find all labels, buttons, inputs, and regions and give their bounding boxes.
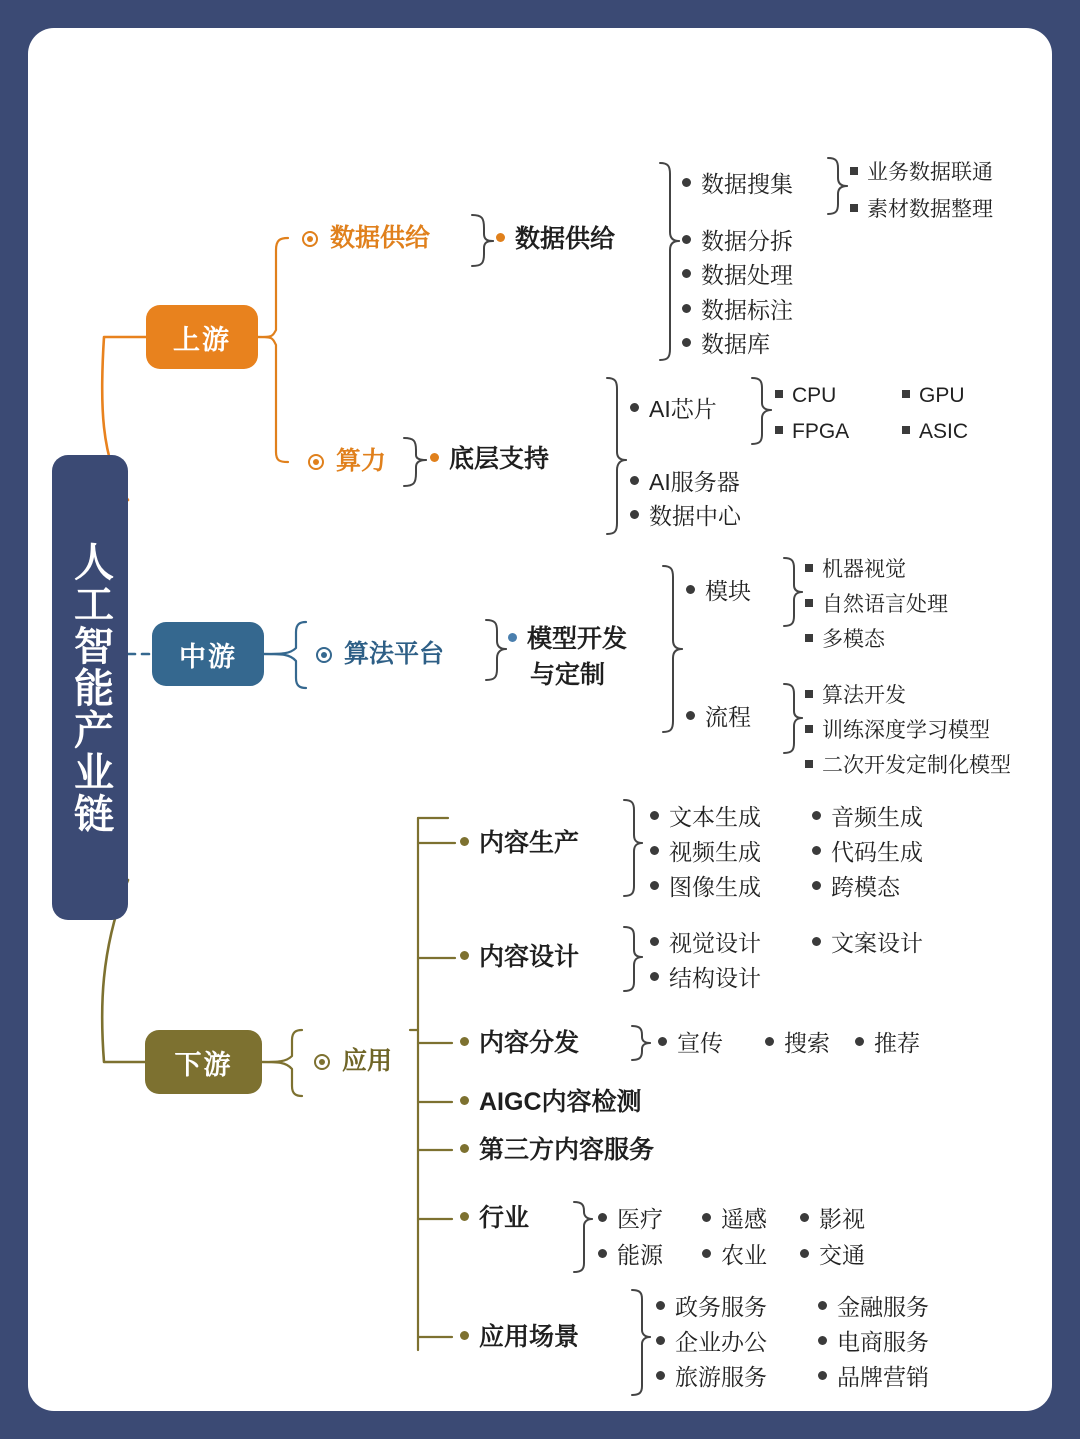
node-model-dev-label-2: 与定制 bbox=[530, 661, 606, 689]
ring-icon bbox=[316, 647, 332, 663]
node-agriculture[interactable] bbox=[702, 1242, 767, 1269]
node-cpu-label: CPU bbox=[792, 384, 837, 407]
node-cross-modal[interactable] bbox=[812, 874, 900, 901]
bullet-square-icon bbox=[775, 390, 783, 398]
bullet-dot-icon bbox=[598, 1213, 607, 1222]
node-code-gen[interactable] bbox=[812, 839, 923, 866]
node-data-center[interactable] bbox=[630, 503, 741, 530]
node-finance-service[interactable] bbox=[818, 1294, 929, 1321]
node-content-production[interactable] bbox=[460, 830, 579, 857]
node-multimodal[interactable] bbox=[805, 626, 885, 653]
node-energy-label: 能源 bbox=[617, 1242, 663, 1268]
node-audio-gen[interactable] bbox=[812, 804, 923, 831]
node-ecommerce-service[interactable] bbox=[818, 1329, 929, 1356]
node-text-gen-label: 文本生成 bbox=[669, 804, 761, 830]
bullet-dot-icon bbox=[496, 233, 505, 242]
node-data-annotate[interactable] bbox=[682, 297, 793, 324]
bullet-dot-icon bbox=[812, 881, 821, 890]
node-copy-design[interactable] bbox=[812, 930, 923, 957]
node-search-label: 搜索 bbox=[784, 1030, 830, 1056]
node-medical-label: 医疗 bbox=[617, 1206, 663, 1232]
node-model-dev-line2 bbox=[530, 662, 605, 689]
node-database-label: 数据库 bbox=[701, 331, 770, 357]
node-nlp[interactable] bbox=[805, 591, 948, 618]
node-structure-design-label: 结构设计 bbox=[669, 965, 761, 991]
bullet-dot-icon bbox=[812, 846, 821, 855]
node-visual-design-label: 视觉设计 bbox=[669, 930, 761, 956]
bullet-dot-icon bbox=[650, 972, 659, 981]
node-video-gen[interactable] bbox=[650, 839, 761, 866]
branch-downstream[interactable] bbox=[145, 1030, 262, 1094]
bullet-dot-icon bbox=[658, 1037, 667, 1046]
bullet-square-icon bbox=[850, 204, 858, 212]
node-asic[interactable] bbox=[902, 418, 968, 445]
bullet-dot-icon bbox=[686, 711, 695, 720]
branch-midstream-label: 中游 bbox=[179, 641, 237, 672]
node-compute[interactable] bbox=[308, 448, 386, 475]
node-data-split-label: 数据分拆 bbox=[701, 228, 793, 254]
bullet-dot-icon bbox=[682, 178, 691, 187]
bullet-dot-icon bbox=[800, 1213, 809, 1222]
bullet-dot-icon bbox=[430, 453, 439, 462]
node-transport[interactable] bbox=[800, 1242, 865, 1269]
node-brand-marketing-label: 品牌营销 bbox=[837, 1364, 929, 1390]
bullet-dot-icon bbox=[630, 476, 639, 485]
node-enterprise-office-label: 企业办公 bbox=[675, 1329, 767, 1355]
bullet-dot-icon bbox=[818, 1301, 827, 1310]
bullet-dot-icon bbox=[656, 1371, 665, 1380]
node-third-party-service-label: 第三方内容服务 bbox=[479, 1136, 655, 1164]
node-gpu-label: GPU bbox=[919, 384, 965, 407]
bullet-dot-icon bbox=[460, 1144, 469, 1153]
node-content-design-label: 内容设计 bbox=[479, 943, 580, 971]
bullet-dot-icon bbox=[630, 510, 639, 519]
bullet-square-icon bbox=[902, 426, 910, 434]
node-search[interactable] bbox=[765, 1030, 830, 1057]
bullet-dot-icon bbox=[460, 1037, 469, 1046]
node-machine-vision[interactable] bbox=[805, 556, 906, 583]
node-gpu[interactable] bbox=[902, 382, 965, 409]
node-algo-platform[interactable] bbox=[316, 641, 444, 668]
bullet-dot-icon bbox=[460, 837, 469, 846]
node-content-production-label: 内容生产 bbox=[479, 829, 580, 857]
node-application[interactable] bbox=[314, 1048, 392, 1075]
node-ecommerce-service-label: 电商服务 bbox=[837, 1329, 929, 1355]
node-enterprise-office[interactable] bbox=[656, 1329, 767, 1356]
node-agriculture-label: 农业 bbox=[721, 1242, 767, 1268]
bullet-dot-icon bbox=[765, 1037, 774, 1046]
bullet-dot-icon bbox=[682, 304, 691, 313]
bullet-dot-icon bbox=[702, 1213, 711, 1222]
node-promotion[interactable] bbox=[658, 1030, 723, 1057]
node-data-collect-label: 数据搜集 bbox=[701, 171, 793, 197]
node-industry-label: 行业 bbox=[479, 1204, 530, 1232]
node-algo-dev-label: 算法开发 bbox=[822, 684, 906, 707]
node-application-label: 应用 bbox=[342, 1047, 393, 1075]
node-material-data[interactable] bbox=[850, 196, 993, 223]
bullet-square-icon bbox=[805, 599, 813, 607]
node-ai-chip[interactable] bbox=[630, 396, 717, 423]
bullet-square-icon bbox=[850, 167, 858, 175]
bullet-dot-icon bbox=[650, 811, 659, 820]
bullet-dot-icon bbox=[508, 633, 517, 642]
node-biz-data-link-label: 业务数据联通 bbox=[867, 161, 993, 184]
bullet-dot-icon bbox=[682, 235, 691, 244]
node-algo-dev[interactable] bbox=[805, 682, 906, 709]
bullet-dot-icon bbox=[460, 1212, 469, 1221]
node-data-supply-b[interactable] bbox=[496, 226, 615, 253]
node-base-support-label: 底层支持 bbox=[449, 445, 550, 473]
node-travel-service-label: 旅游服务 bbox=[675, 1364, 767, 1390]
node-finance-service-label: 金融服务 bbox=[837, 1294, 929, 1320]
node-film-tv[interactable] bbox=[800, 1206, 865, 1233]
node-promotion-label: 宣传 bbox=[677, 1030, 723, 1056]
bullet-dot-icon bbox=[682, 338, 691, 347]
root-label: 人工智能产业链 bbox=[68, 540, 113, 835]
ring-icon bbox=[308, 454, 324, 470]
branch-downstream-label: 下游 bbox=[174, 1049, 233, 1080]
node-module-label: 模块 bbox=[705, 578, 751, 604]
bullet-dot-icon bbox=[812, 811, 821, 820]
node-model-dev[interactable] bbox=[508, 626, 627, 653]
root-node[interactable] bbox=[52, 455, 128, 920]
node-secondary-dev[interactable] bbox=[805, 752, 1011, 779]
node-medical[interactable] bbox=[598, 1206, 663, 1233]
node-aigc-detection-label: AIGC内容检测 bbox=[479, 1088, 642, 1116]
bullet-square-icon bbox=[805, 634, 813, 642]
bullet-dot-icon bbox=[686, 585, 695, 594]
node-travel-service[interactable] bbox=[656, 1364, 767, 1391]
node-data-supply-a[interactable] bbox=[302, 225, 430, 252]
node-remote-sensing[interactable] bbox=[702, 1206, 767, 1233]
node-data-annotate-label: 数据标注 bbox=[701, 297, 793, 323]
node-process-label: 流程 bbox=[705, 704, 751, 730]
node-copy-design-label: 文案设计 bbox=[831, 930, 923, 956]
bullet-square-icon bbox=[805, 690, 813, 698]
node-structure-design[interactable] bbox=[650, 965, 761, 992]
node-aigc-detection[interactable] bbox=[460, 1089, 642, 1116]
node-compute-label: 算力 bbox=[336, 447, 387, 475]
node-secondary-dev-label: 二次开发定制化模型 bbox=[822, 754, 1011, 777]
node-image-gen-label: 图像生成 bbox=[669, 874, 761, 900]
node-third-party-service[interactable] bbox=[460, 1137, 654, 1164]
node-train-dl[interactable] bbox=[805, 717, 990, 744]
ring-icon bbox=[314, 1054, 330, 1070]
node-content-distribution[interactable] bbox=[460, 1030, 579, 1057]
bullet-dot-icon bbox=[656, 1336, 665, 1345]
node-ai-chip-label: AI芯片 bbox=[649, 396, 717, 422]
node-data-split[interactable] bbox=[682, 228, 793, 255]
bullet-dot-icon bbox=[460, 951, 469, 960]
node-process[interactable] bbox=[686, 704, 751, 731]
node-data-center-label: 数据中心 bbox=[649, 503, 741, 529]
node-gov-service[interactable] bbox=[656, 1294, 767, 1321]
bullet-dot-icon bbox=[855, 1037, 864, 1046]
node-data-process-label: 数据处理 bbox=[701, 262, 793, 288]
node-cross-modal-label: 跨模态 bbox=[831, 874, 900, 900]
node-data-supply-a-label: 数据供给 bbox=[330, 224, 431, 252]
node-energy[interactable] bbox=[598, 1242, 663, 1269]
branch-upstream-label: 上游 bbox=[173, 324, 231, 355]
node-nlp-label: 自然语言处理 bbox=[822, 593, 948, 616]
node-machine-vision-label: 机器视觉 bbox=[822, 558, 906, 581]
node-multimodal-label: 多模态 bbox=[822, 628, 885, 651]
bullet-square-icon bbox=[902, 390, 910, 398]
node-recommend-label: 推荐 bbox=[874, 1030, 920, 1056]
bullet-dot-icon bbox=[818, 1336, 827, 1345]
node-code-gen-label: 代码生成 bbox=[831, 839, 923, 865]
node-biz-data-link[interactable] bbox=[850, 159, 993, 186]
node-text-gen[interactable] bbox=[650, 804, 761, 831]
node-data-collect[interactable] bbox=[682, 171, 793, 198]
bullet-dot-icon bbox=[460, 1096, 469, 1105]
bullet-square-icon bbox=[805, 725, 813, 733]
node-algo-platform-label: 算法平台 bbox=[344, 640, 445, 668]
node-scenarios-label: 应用场景 bbox=[479, 1323, 580, 1351]
node-base-support[interactable] bbox=[430, 446, 549, 473]
node-cpu[interactable] bbox=[775, 382, 836, 409]
bullet-dot-icon bbox=[598, 1249, 607, 1258]
node-data-process[interactable] bbox=[682, 262, 793, 289]
node-ai-server-label: AI服务器 bbox=[649, 469, 740, 495]
node-visual-design[interactable] bbox=[650, 930, 761, 957]
node-image-gen[interactable] bbox=[650, 874, 761, 901]
node-fpga-label: FPGA bbox=[792, 420, 850, 443]
node-material-data-label: 素材数据整理 bbox=[867, 198, 993, 221]
bullet-dot-icon bbox=[656, 1301, 665, 1310]
node-fpga[interactable] bbox=[775, 418, 849, 445]
bullet-dot-icon bbox=[650, 881, 659, 890]
node-video-gen-label: 视频生成 bbox=[669, 839, 761, 865]
node-film-tv-label: 影视 bbox=[819, 1206, 865, 1232]
bullet-dot-icon bbox=[812, 937, 821, 946]
node-content-design[interactable] bbox=[460, 944, 579, 971]
node-recommend[interactable] bbox=[855, 1030, 920, 1057]
node-gov-service-label: 政务服务 bbox=[675, 1294, 767, 1320]
node-train-dl-label: 训练深度学习模型 bbox=[822, 719, 990, 742]
node-model-dev-label-1: 模型开发 bbox=[527, 625, 628, 653]
node-data-supply-b-label: 数据供给 bbox=[515, 225, 616, 253]
bullet-square-icon bbox=[775, 426, 783, 434]
bullet-square-icon bbox=[805, 760, 813, 768]
bullet-dot-icon bbox=[630, 403, 639, 412]
node-industry[interactable] bbox=[460, 1205, 529, 1232]
branch-upstream[interactable] bbox=[146, 305, 258, 369]
node-transport-label: 交通 bbox=[819, 1242, 865, 1268]
node-ai-server[interactable] bbox=[630, 469, 740, 496]
bullet-dot-icon bbox=[682, 269, 691, 278]
bullet-dot-icon bbox=[818, 1371, 827, 1380]
node-remote-sensing-label: 遥感 bbox=[721, 1206, 767, 1232]
bullet-dot-icon bbox=[650, 937, 659, 946]
bullet-square-icon bbox=[805, 564, 813, 572]
branch-midstream[interactable] bbox=[152, 622, 264, 686]
ring-icon bbox=[302, 231, 318, 247]
node-database[interactable] bbox=[682, 331, 770, 358]
node-brand-marketing[interactable] bbox=[818, 1364, 929, 1391]
node-scenarios[interactable] bbox=[460, 1324, 579, 1351]
bullet-dot-icon bbox=[702, 1249, 711, 1258]
node-audio-gen-label: 音频生成 bbox=[831, 804, 923, 830]
node-content-distribution-label: 内容分发 bbox=[479, 1029, 580, 1057]
bullet-dot-icon bbox=[650, 846, 659, 855]
bullet-dot-icon bbox=[460, 1331, 469, 1340]
node-module[interactable] bbox=[686, 578, 751, 605]
node-asic-label: ASIC bbox=[919, 420, 969, 443]
bullet-dot-icon bbox=[800, 1249, 809, 1258]
